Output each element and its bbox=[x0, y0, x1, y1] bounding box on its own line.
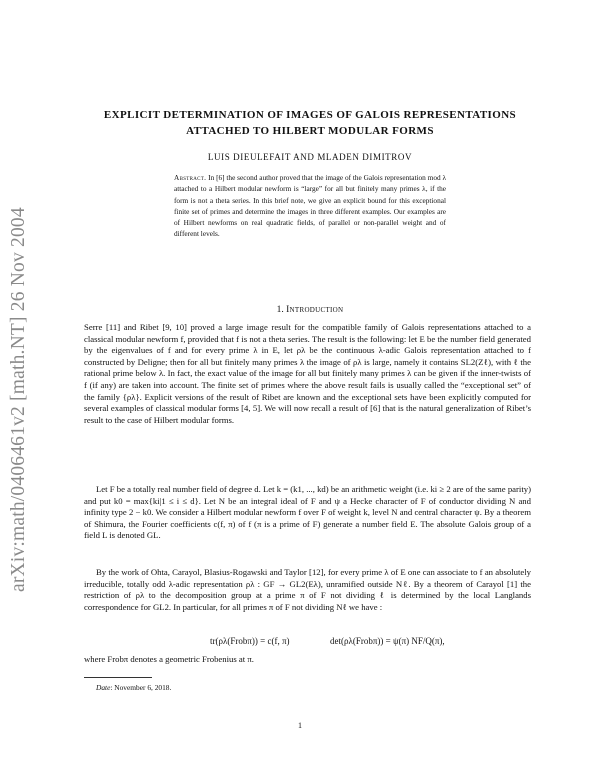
paragraph-3: By the work of Ohta, Carayol, Blasius-Rogawski and Taylor [12], for every prime λ of E one can associate to f an absolutely irreducible, totally odd λ-adic representation ρλ : GF → GL2(Eλ), unramified outside Nℓ. By a theorem of Carayol [1] the restriction of ρλ to the decomposition group at a prime π of F not dividing ℓ is determined by the local Langlands correspondence for GL2. In particular, for all primes π of F not dividing Nℓ we have : bbox=[84, 567, 531, 612]
abstract bbox=[174, 172, 446, 240]
paper-title: EXPLICIT DETERMINATION OF IMAGES OF GALOIS REPRESENTATIONS ATTACHED TO HILBERT MODULAR FORMS bbox=[103, 109, 517, 137]
section-title: Introduction bbox=[286, 305, 344, 315]
paragraph-1: Serre [11] and Ribet [9, 10] proved a large image result for the compatible family of Galois representations attached to a classical modular newform f, provided that f is not a theta series. The result is the following: let E be the number field generated by the eigenvalues of f and for every prime λ in E, let ρλ be the continuous λ-adic Galois representation attached to f constructed by Deligne; then for all but finitely many primes λ the image of ρλ is large, namely it contains SL2(Zℓ), with ℓ the rational prime below λ. In fact, the exact value of the image for all but finitely many primes λ can be given if the inner-twists of f (if any) are taken into account. The finite set of primes where the above result fails is usually called the “exceptional set” of the family {ρλ}. Explicit versions of the result of Ribet are known and the exceptional sets have been explicitly computed for several examples of classical modular forms [4, 5]. We will now recall a result of [6] that is the natural generalization of Ribet’s result to the case of Hilbert modular forms. bbox=[84, 322, 531, 425]
trace-equation: tr(ρλ(Frobπ)) = c(f, π) bbox=[210, 636, 290, 646]
section-number: 1. bbox=[276, 305, 284, 315]
abstract-label: Abstract. bbox=[174, 173, 207, 182]
abstract-text: In [6] the second author proved that the image of the Galois representation mod λ attached to a Hilbert modular newform is “large” for all but finitely many primes λ, if the form is not a theta series. In this brief note, we give an explicit bound for this exceptional finite set of primes and determine the images in three different examples. Our examples are of Hilbert newforms on real quadratic fields, of parallel or non-parallel weight and of different levels. bbox=[174, 173, 447, 239]
section-heading bbox=[90, 305, 530, 315]
page-number: 1 bbox=[298, 721, 302, 730]
footnote-label: Date bbox=[96, 683, 111, 692]
post-equation-text: where Frobπ denotes a geometric Frobenius at π. bbox=[84, 654, 254, 664]
determinant-equation: det(ρλ(Frobπ)) = ψ(π) NF/Q(π), bbox=[330, 636, 445, 646]
paper-authors: LUIS DIEULEFAIT AND MLADEN DIMITROV bbox=[207, 152, 413, 162]
arxiv-identifier: arXiv:math/0406461v2 [math.NT] 26 Nov 2004 bbox=[8, 207, 29, 592]
paragraph-2: Let F be a totally real number field of degree d. Let k = (k1, ..., kd) be an arithmetic weight (i.e. ki ≥ 2 are of the same parity) and put k0 = max{ki|1 ≤ i ≤ d}. Let N be an integral ideal of F and ψ a Hecke character of F of conductor dividing N and infinity type 2 − k0. We consider a Hilbert modular newform f over F of weight k, level N and central character ψ. By a theorem of Shimura, the Fourier coefficients c(f, π) of f (π is a prime of F) generate a number field E. The absolute Galois group of a field L is denoted GL. bbox=[84, 484, 531, 541]
footnote bbox=[96, 683, 171, 692]
footnote-rule bbox=[84, 677, 152, 678]
footnote-text: : November 6, 2018. bbox=[110, 683, 172, 692]
